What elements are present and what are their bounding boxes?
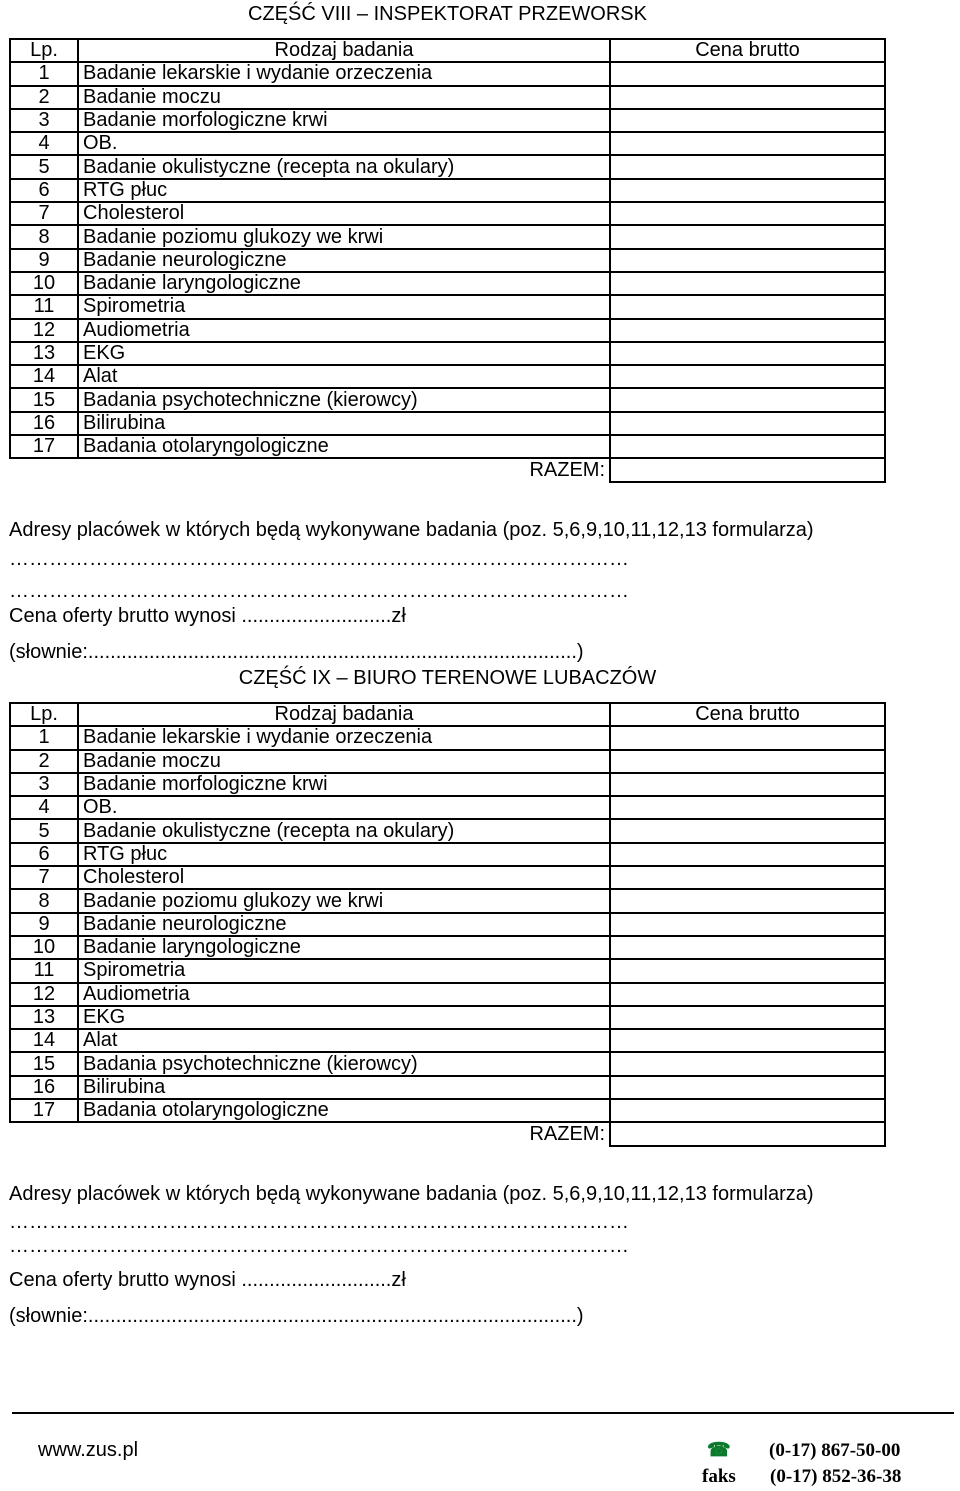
price-cell[interactable] (610, 202, 885, 225)
telephone-icon: ☎ (707, 1440, 731, 1461)
table-row (10, 155, 885, 178)
price-cell[interactable] (610, 1029, 885, 1052)
row-number: 1 (10, 726, 78, 749)
price-cell[interactable] (610, 1076, 885, 1099)
row-number: 4 (10, 796, 78, 819)
exam-name: Badanie moczu (78, 750, 610, 773)
row-number: 3 (10, 109, 78, 132)
exam-name: RTG płuc (78, 179, 610, 202)
price-line: Cena oferty brutto wynosi ...........................zł (9, 1269, 406, 1291)
row-number: 12 (10, 983, 78, 1006)
price-cell[interactable] (610, 866, 885, 889)
price-cell[interactable] (610, 109, 885, 132)
table-header-row (10, 703, 885, 726)
row-number: 2 (10, 86, 78, 109)
row-number: 8 (10, 225, 78, 248)
header-lp: Lp. (10, 39, 78, 62)
table-row (10, 959, 885, 982)
addresses-text: Adresy placówek w których będą wykonywane badania (poz. 5,6,9,10,11,12,13 formularza) (9, 519, 814, 541)
table-row (10, 1099, 885, 1122)
exam-name: Spirometria (78, 295, 610, 318)
table-row (10, 1076, 885, 1099)
phone-number: (0-17) 867-50-00 (769, 1440, 901, 1461)
row-number: 3 (10, 773, 78, 796)
price-cell[interactable] (610, 796, 885, 819)
table-row (10, 342, 885, 365)
row-number: 9 (10, 913, 78, 936)
table-row (10, 983, 885, 1006)
fax-number: (0-17) 852-36-38 (770, 1466, 902, 1487)
price-cell[interactable] (610, 295, 885, 318)
price-cell[interactable] (610, 225, 885, 248)
row-number: 7 (10, 202, 78, 225)
row-number: 10 (10, 936, 78, 959)
exam-name: Badanie moczu (78, 86, 610, 109)
header-name: Rodzaj badania (78, 703, 610, 726)
dots-line: ………………………………………………………………………………… (9, 1235, 629, 1257)
table-row (10, 202, 885, 225)
footer-fax (702, 1466, 901, 1488)
price-cell[interactable] (610, 843, 885, 866)
price-cell[interactable] (610, 155, 885, 178)
row-number: 14 (10, 1029, 78, 1052)
exam-name: Badania otolaryngologiczne (78, 1099, 610, 1122)
price-table (9, 38, 886, 483)
footer-divider (12, 1412, 954, 1414)
row-number: 6 (10, 843, 78, 866)
row-number: 13 (10, 1006, 78, 1029)
table-row (10, 319, 885, 342)
exam-name: OB. (78, 796, 610, 819)
table-row (10, 796, 885, 819)
table-row (10, 272, 885, 295)
words-line: (słownie:........................................................................................) (9, 1305, 584, 1327)
price-cell[interactable] (610, 62, 885, 85)
section-title: CZĘŚĆ IX – BIURO TERENOWE LUBACZÓW (238, 667, 657, 689)
section-title: CZĘŚĆ VIII – INSPEKTORAT PRZEWORSK (248, 3, 647, 25)
exam-name: EKG (78, 342, 610, 365)
exam-name: Badanie lekarskie i wydanie orzeczenia (78, 726, 610, 749)
price-cell[interactable] (610, 750, 885, 773)
table-row (10, 1006, 885, 1029)
row-number: 7 (10, 866, 78, 889)
exam-name: Badanie poziomu glukozy we krwi (78, 225, 610, 248)
total-price-cell[interactable] (610, 458, 885, 481)
table-row (10, 889, 885, 912)
addresses-text: Adresy placówek w których będą wykonywane badania (poz. 5,6,9,10,11,12,13 formularza) (9, 1183, 814, 1205)
table-row (10, 249, 885, 272)
row-number: 15 (10, 1052, 78, 1075)
website-link[interactable]: www.zus.pl (38, 1439, 139, 1461)
table-row (10, 1052, 885, 1075)
total-spacer (10, 458, 78, 481)
exam-name: Badanie lekarskie i wydanie orzeczenia (78, 62, 610, 85)
row-number: 5 (10, 819, 78, 842)
price-cell[interactable] (610, 1099, 885, 1122)
table-row (10, 295, 885, 318)
exam-name: OB. (78, 132, 610, 155)
price-cell[interactable] (610, 319, 885, 342)
row-number: 17 (10, 1099, 78, 1122)
price-cell[interactable] (610, 936, 885, 959)
exam-name: Badanie neurologiczne (78, 913, 610, 936)
row-number: 4 (10, 132, 78, 155)
table-row (10, 179, 885, 202)
total-spacer (10, 1122, 78, 1145)
table-row (10, 412, 885, 435)
total-row (10, 1122, 885, 1145)
table-row (10, 225, 885, 248)
price-cell[interactable] (610, 1052, 885, 1075)
total-label: RAZEM: (78, 1122, 610, 1145)
table-row (10, 1029, 885, 1052)
table-row (10, 819, 885, 842)
total-label: RAZEM: (78, 458, 610, 481)
exam-name: Audiometria (78, 983, 610, 1006)
table-row (10, 866, 885, 889)
exam-name: Bilirubina (78, 1076, 610, 1099)
table-row (10, 86, 885, 109)
price-cell[interactable] (610, 726, 885, 749)
fax-label: faks (702, 1466, 736, 1487)
words-line: (słownie:........................................................................................) (9, 641, 584, 663)
price-cell[interactable] (610, 365, 885, 388)
price-cell[interactable] (610, 342, 885, 365)
price-cell[interactable] (610, 435, 885, 458)
exam-name: Badania psychotechniczne (kierowcy) (78, 388, 610, 411)
table-row (10, 936, 885, 959)
price-table (9, 702, 886, 1147)
table-row (10, 913, 885, 936)
footer-phone (707, 1440, 900, 1462)
price-cell[interactable] (610, 412, 885, 435)
exam-name: Badanie morfologiczne krwi (78, 773, 610, 796)
table-row (10, 109, 885, 132)
table-row (10, 435, 885, 458)
row-number: 8 (10, 889, 78, 912)
price-cell[interactable] (610, 889, 885, 912)
exam-name: EKG (78, 1006, 610, 1029)
exam-name: Badania otolaryngologiczne (78, 435, 610, 458)
header-name: Rodzaj badania (78, 39, 610, 62)
exam-name: Alat (78, 365, 610, 388)
exam-name: Badanie okulistyczne (recepta na okulary) (78, 155, 610, 178)
total-price-cell[interactable] (610, 1122, 885, 1145)
exam-name: Alat (78, 1029, 610, 1052)
exam-name: Badanie poziomu glukozy we krwi (78, 889, 610, 912)
exam-name: RTG płuc (78, 843, 610, 866)
dots-line: ………………………………………………………………………………… (9, 580, 629, 602)
price-cell[interactable] (610, 132, 885, 155)
row-number: 14 (10, 365, 78, 388)
row-number: 16 (10, 1076, 78, 1099)
row-number: 1 (10, 62, 78, 85)
exam-name: Badanie laryngologiczne (78, 272, 610, 295)
row-number: 9 (10, 249, 78, 272)
price-cell[interactable] (610, 913, 885, 936)
row-number: 11 (10, 295, 78, 318)
price-cell[interactable] (610, 388, 885, 411)
price-cell[interactable] (610, 983, 885, 1006)
table-row (10, 726, 885, 749)
row-number: 16 (10, 412, 78, 435)
table-row (10, 365, 885, 388)
price-cell[interactable] (610, 959, 885, 982)
table-row (10, 388, 885, 411)
exam-name: Badanie morfologiczne krwi (78, 109, 610, 132)
row-number: 6 (10, 179, 78, 202)
row-number: 2 (10, 750, 78, 773)
price-cell[interactable] (610, 773, 885, 796)
price-cell[interactable] (610, 86, 885, 109)
exam-name: Audiometria (78, 319, 610, 342)
dots-line: ………………………………………………………………………………… (9, 548, 629, 570)
table-row (10, 843, 885, 866)
exam-name: Spirometria (78, 959, 610, 982)
dots-line: ………………………………………………………………………………… (9, 1211, 629, 1233)
price-cell[interactable] (610, 179, 885, 202)
price-cell[interactable] (610, 819, 885, 842)
exam-name: Cholesterol (78, 202, 610, 225)
row-number: 15 (10, 388, 78, 411)
table-row (10, 62, 885, 85)
table-row (10, 750, 885, 773)
header-price: Cena brutto (610, 703, 885, 726)
table-row (10, 773, 885, 796)
exam-name: Badanie neurologiczne (78, 249, 610, 272)
price-cell[interactable] (610, 249, 885, 272)
row-number: 5 (10, 155, 78, 178)
exam-name: Badania psychotechniczne (kierowcy) (78, 1052, 610, 1075)
header-price: Cena brutto (610, 39, 885, 62)
exam-name: Badanie laryngologiczne (78, 936, 610, 959)
table-row (10, 132, 885, 155)
price-cell[interactable] (610, 1006, 885, 1029)
exam-name: Badanie okulistyczne (recepta na okulary) (78, 819, 610, 842)
exam-name: Cholesterol (78, 866, 610, 889)
row-number: 13 (10, 342, 78, 365)
price-cell[interactable] (610, 272, 885, 295)
row-number: 12 (10, 319, 78, 342)
total-row (10, 458, 885, 481)
exam-name: Bilirubina (78, 412, 610, 435)
row-number: 10 (10, 272, 78, 295)
row-number: 11 (10, 959, 78, 982)
table-header-row (10, 39, 885, 62)
row-number: 17 (10, 435, 78, 458)
header-lp: Lp. (10, 703, 78, 726)
price-line: Cena oferty brutto wynosi ...........................zł (9, 605, 406, 627)
